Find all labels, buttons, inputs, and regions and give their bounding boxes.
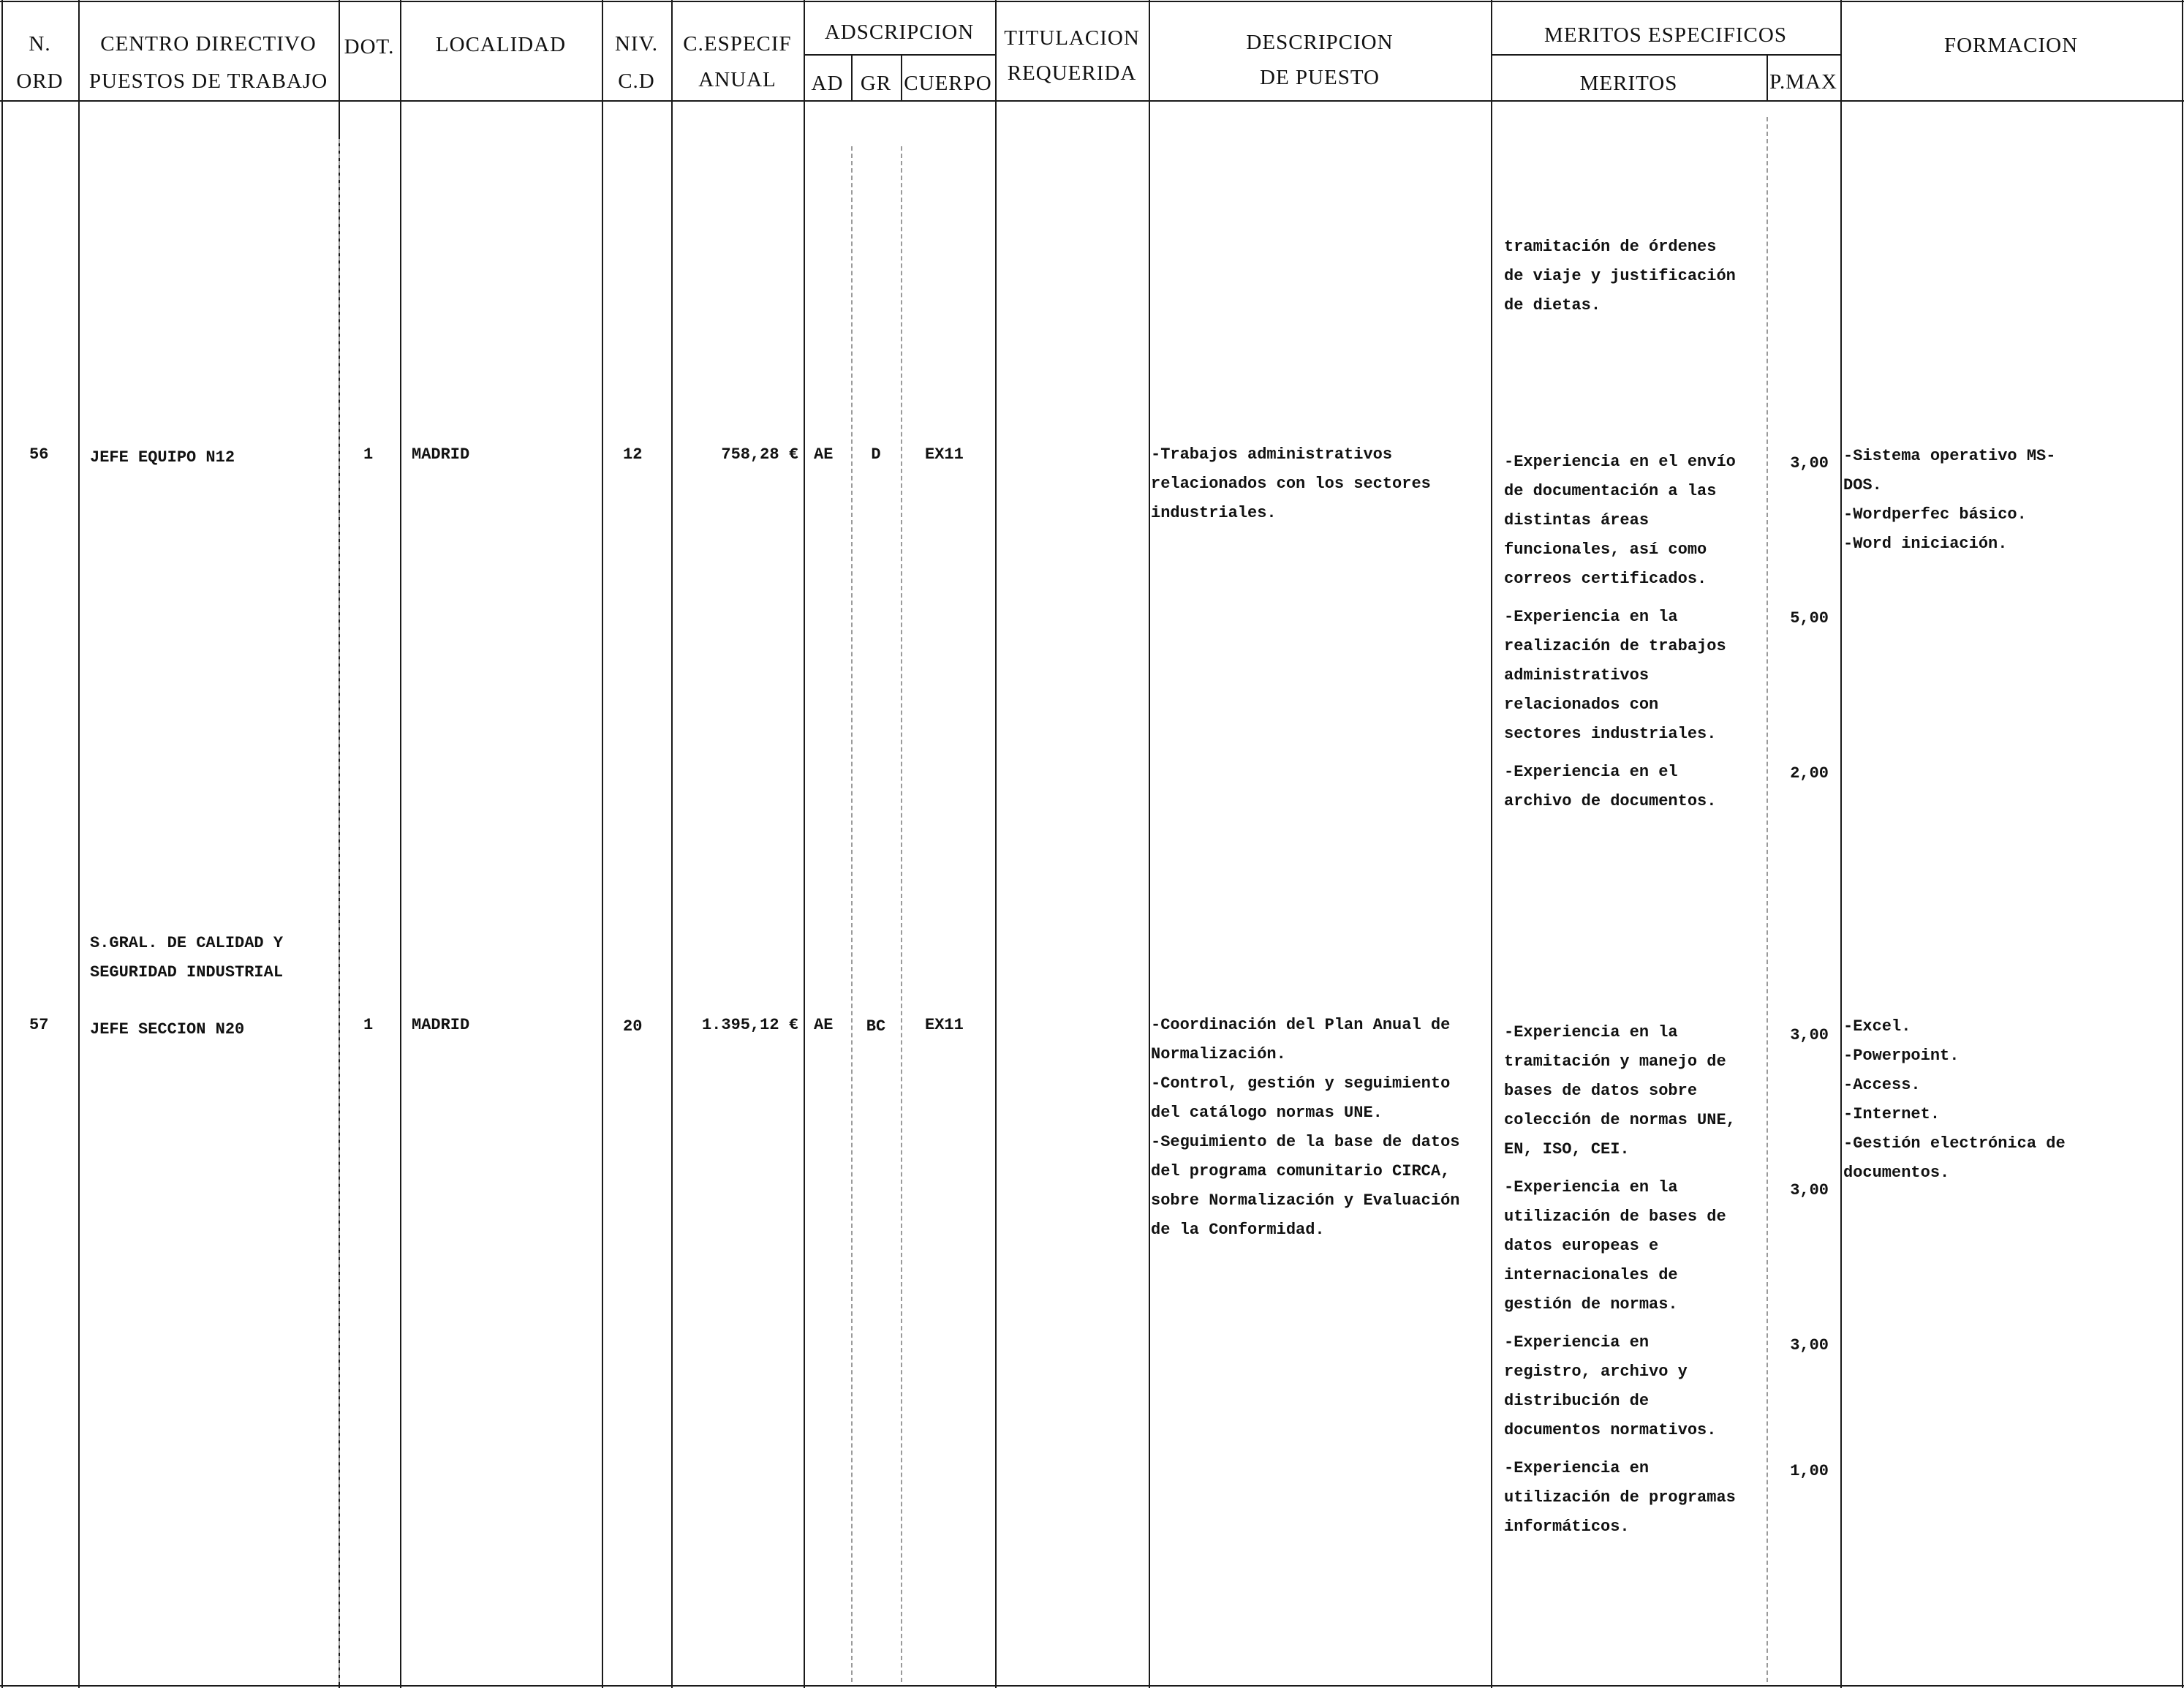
row-dot: 1	[363, 445, 374, 464]
row-localidad: MADRID	[412, 1016, 470, 1034]
carryover-merito: tramitación de órdenes de viaje y justificación de dietas.	[1504, 238, 1736, 314]
row-especif: 758,28 €	[721, 445, 798, 464]
col-line	[1491, 0, 1492, 1688]
header-adscripcion: ADSCRIPCION	[824, 20, 975, 44]
header-localidad: LOCALIDAD	[435, 33, 567, 56]
row-line	[1491, 54, 1840, 56]
header-ord: ORD	[16, 69, 64, 93]
header-n-ord: N.	[29, 32, 51, 56]
row-formacion: -Sistema operativo MS- DOS. -Wordperfec básico. -Word iniciación.	[1843, 447, 2056, 553]
row-puesto: JEFE SECCION N20	[90, 1020, 245, 1039]
row-line	[0, 100, 2184, 102]
merito-item: -Experiencia en la tramitación y manejo de bases de datos sobre colección de normas UNE, EN, ISO, CEI.	[1504, 1023, 1736, 1158]
col-line	[2182, 0, 2183, 1688]
row-pmax: 3,00	[1790, 1026, 1829, 1044]
header-pmax: P.MAX	[1769, 70, 1837, 94]
merito-item: -Experiencia en la realización de trabajos administrativos relacionados con sectores industriales.	[1504, 608, 1726, 743]
row-pmax: 5,00	[1790, 609, 1829, 628]
merito-item: -Experiencia en registro, archivo y distribución de documentos normativos.	[1504, 1333, 1717, 1439]
row-n-ord: 57	[29, 1016, 49, 1034]
col-line	[602, 0, 603, 1688]
col-line	[78, 0, 80, 1688]
row-pmax: 1,00	[1790, 1462, 1829, 1480]
row-ad: AE	[814, 1016, 834, 1034]
row-line	[0, 1685, 2184, 1687]
col-line	[671, 0, 673, 1688]
header-ad: AD	[811, 72, 844, 95]
header-puestos: PUESTOS DE TRABAJO	[88, 69, 328, 93]
row-meritos	[1504, 1018, 1736, 1551]
col-line	[1149, 0, 1150, 1688]
merito-item: -Experiencia en la utilización de bases de datos europeas e internacionales de gestión de normas.	[1504, 1178, 1726, 1314]
header-de-puesto: DE PUESTO	[1260, 66, 1380, 89]
dashed-line	[901, 146, 902, 1682]
row-niv: 12	[623, 445, 643, 464]
row-ad: AE	[814, 445, 834, 464]
header-anual: ANUAL	[698, 68, 777, 91]
header-cd: C.D	[618, 69, 655, 93]
dashed-line	[339, 139, 340, 1682]
row-gr: D	[871, 445, 881, 464]
header-cuerpo: CUERPO	[904, 72, 992, 95]
header-gr: GR	[860, 72, 892, 95]
header-meritos-especificos: MERITOS ESPECIFICOS	[1544, 23, 1787, 47]
merito-item: -Experiencia en el envío de documentación a las distintas áreas funcionales, así como correos certificados.	[1504, 453, 1736, 588]
row-dot: 1	[363, 1016, 374, 1034]
row-pmax: 3,00	[1790, 1336, 1829, 1354]
row-pmax: 3,00	[1790, 1181, 1829, 1199]
header-meritos: MERITOS	[1579, 72, 1678, 95]
row-centro-directivo: S.GRAL. DE CALIDAD Y SEGURIDAD INDUSTRIAL	[90, 934, 284, 981]
col-line	[995, 0, 997, 1688]
row-descripcion: -Trabajos administrativos relacionados con los sectores industriales.	[1151, 445, 1431, 522]
header-c-especif: C.ESPECIF	[683, 32, 792, 56]
col-line	[1840, 0, 1842, 1688]
row-especif: 1.395,12 €	[701, 1016, 798, 1034]
col-line	[804, 0, 805, 1688]
header-requerida: REQUERIDA	[1007, 61, 1137, 85]
row-line	[0, 1, 2184, 2]
row-puesto: JEFE EQUIPO N12	[90, 448, 235, 467]
merito-item: -Experiencia en utilización de programas informáticos.	[1504, 1459, 1736, 1536]
header-titulacion: TITULACION	[1004, 26, 1140, 50]
header-niv: NIV.	[614, 32, 659, 56]
row-formacion: -Excel. -Powerpoint. -Access. -Internet. -Gestión electrónica de documentos.	[1843, 1017, 2066, 1182]
row-cuerpo: EX11	[925, 1016, 964, 1034]
row-cuerpo: EX11	[925, 445, 964, 464]
merito-item: -Experiencia en el archivo de documentos.	[1504, 763, 1717, 810]
dashed-line	[851, 146, 853, 1682]
dashed-line	[1767, 117, 1768, 1682]
row-descripcion: -Coordinación del Plan Anual de Normalización. -Control, gestión y seguimiento del catálogo normas UNE. -Seguimiento de la base de datos del programa comunitario CIRCA, sobre Normalización y Evaluación de la Conformidad.	[1151, 1016, 1460, 1239]
row-line	[804, 54, 995, 56]
row-pmax: 2,00	[1790, 764, 1829, 783]
col-line	[1, 0, 3, 1688]
row-localidad: MADRID	[412, 445, 470, 464]
row-meritos	[1504, 448, 1736, 825]
header-centro-directivo: CENTRO DIRECTIVO	[100, 32, 317, 56]
col-line	[400, 0, 401, 1688]
header-formacion: FORMACION	[1943, 34, 2079, 57]
header-dot: DOT.	[344, 35, 395, 59]
header-descripcion: DESCRIPCION	[1246, 31, 1394, 54]
row-niv: 20	[623, 1017, 643, 1036]
row-n-ord: 56	[29, 445, 49, 464]
row-pmax: 3,00	[1790, 454, 1829, 472]
row-gr: BC	[866, 1017, 886, 1036]
